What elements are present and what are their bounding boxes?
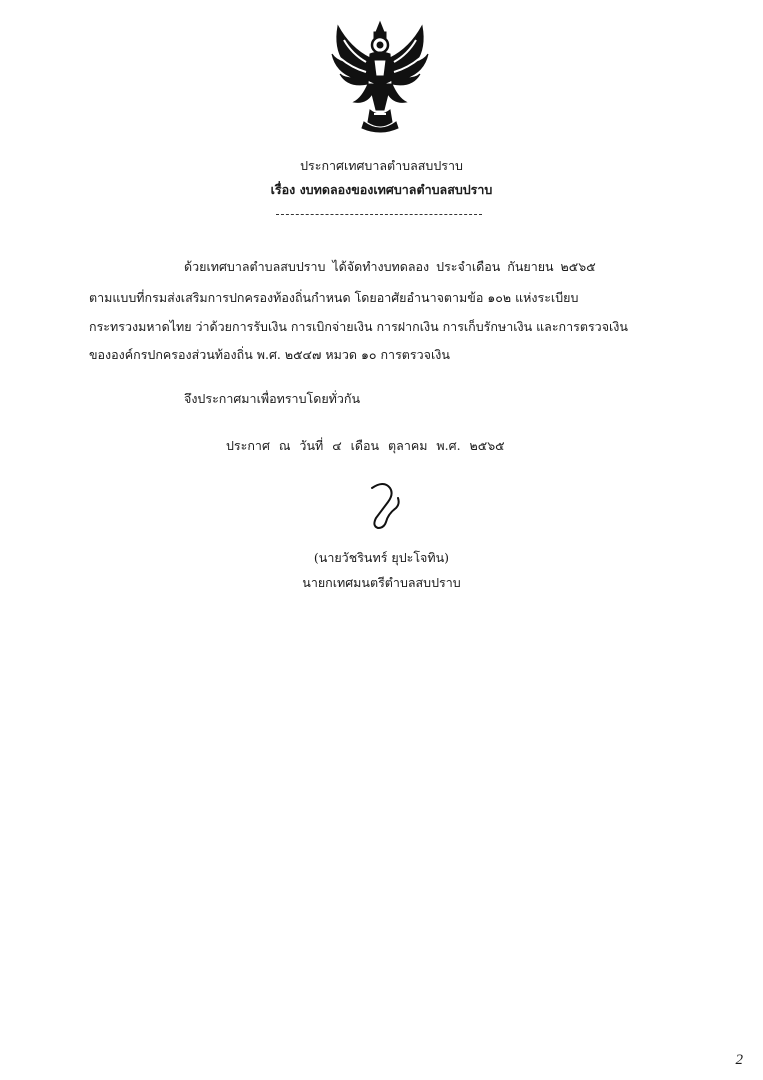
body-paragraph-line: ขององค์กรปกครองส่วนท้องถิ่น พ.ศ. ๒๕๔๗ หมวด ๑๐ การตรวจเงิน — [89, 347, 450, 362]
signer-position: นายกเทศมนตรีตำบลสบปราบ — [302, 575, 461, 590]
subject-line: เรื่อง งบทดลองของเทศบาลตำบลสบปราบ — [270, 182, 493, 197]
page-title: ประกาศเทศบาลตำบลสบปราบ — [300, 158, 463, 173]
page-number: 2 — [735, 1052, 743, 1068]
announcement-text: จึงประกาศมาเพื่อทราบโดยทั่วกัน — [184, 391, 361, 406]
signer-name: (นายวัชรินทร์ ยุปะโจทิน) — [313, 550, 450, 565]
body-paragraph-line: ด้วยเทศบาลตำบลสบปราบ ได้จัดทำงบทดลอง ประจำเดือน กันยายน ๒๕๖๕ — [184, 259, 596, 274]
garuda-emblem-icon — [326, 18, 434, 134]
body-paragraph-line: ตามแบบที่กรมส่งเสริมการปกครองท้องถิ่นกำหนด โดยอาศัยอำนาจตามข้อ ๑๐๒ แห่งระเบียบ — [89, 290, 579, 305]
body-paragraph-line: กระทรวงมหาดไทย ว่าด้วยการรับเงิน การเบิกจ่ายเงิน การฝากเงิน การเก็บรักษาเงิน และการตรวจเงิน — [89, 319, 628, 334]
title-divider — [276, 214, 482, 215]
handwritten-signature — [362, 478, 412, 530]
announcement-date: ประกาศ ณ วันที่ ๔ เดือน ตุลาคม พ.ศ. ๒๕๖๕ — [226, 438, 505, 453]
